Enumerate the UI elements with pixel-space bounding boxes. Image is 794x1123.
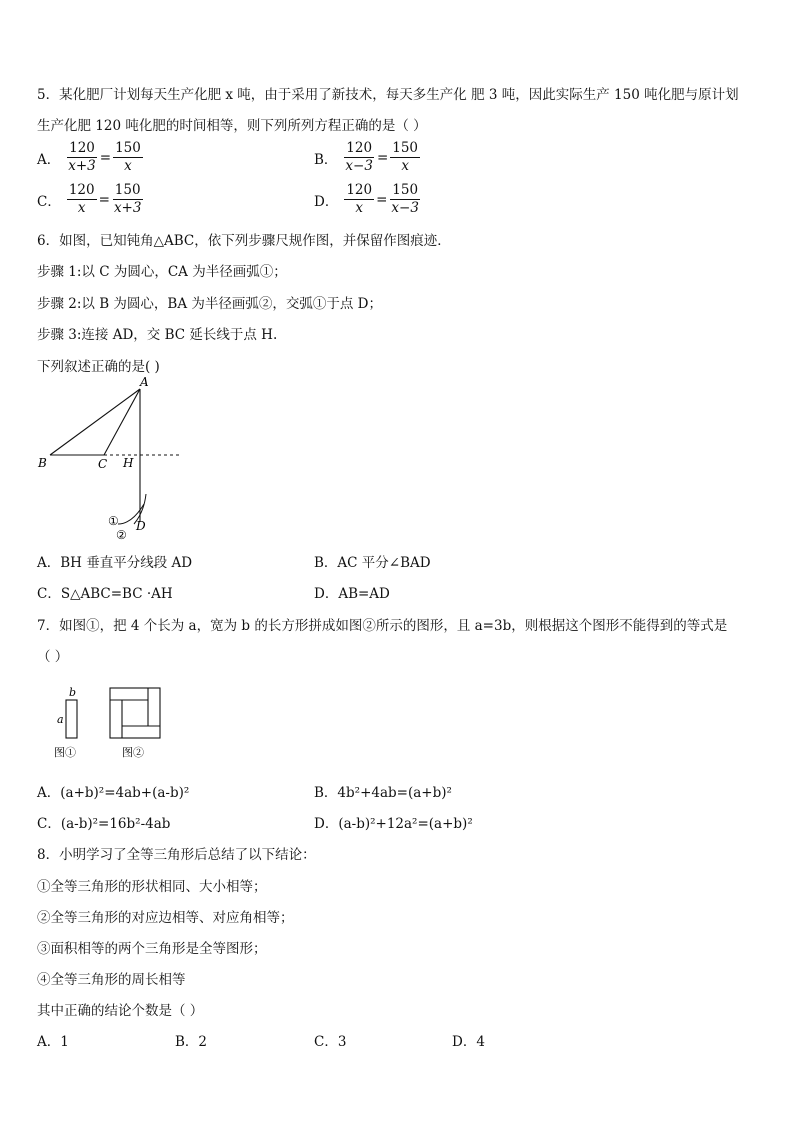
label-arc2: ②: [116, 528, 127, 542]
fraction-left: $\frac{120}{x-3}$: [345, 140, 373, 174]
q6-step1: 步骤 1:以 C 为圆心，CA 为半径画弧①；: [37, 264, 287, 280]
label-a: A: [140, 375, 149, 389]
q7-option-b[interactable]: B．4b²+4ab=(a+b)²: [314, 785, 452, 801]
q5-option-b[interactable]: B． $\frac{120}{x-3}$ = $\frac{150}{x}$: [314, 140, 419, 174]
q7-option-c[interactable]: C．(a-b)²=16b²-4ab: [37, 816, 171, 832]
q7-option-d[interactable]: D．(a-b)²+12a²=(a+b)²: [314, 816, 473, 832]
q8-item-4: ④全等三角形的周长相等: [37, 972, 186, 988]
q6-option-d[interactable]: D．AB=AD: [314, 586, 390, 602]
q6-option-c[interactable]: C．S△ABC=BC ·AH: [37, 586, 173, 602]
option-label: D．: [314, 193, 339, 210]
q6-option-b[interactable]: B．AC 平分∠BAD: [314, 555, 431, 571]
q5-option-a[interactable]: A． $\frac{120}{x+3}$ = $\frac{150}{x}$: [37, 140, 141, 174]
q8-intro: 8．小明学习了全等三角形后总结了以下结论：: [37, 847, 316, 863]
fraction-right: $\frac{150}{x-3}$: [391, 182, 419, 216]
q6-question: 下列叙述正确的是( ): [37, 359, 160, 375]
fraction-right: $\frac{150}{x}$: [115, 140, 141, 174]
label-arc1: ①: [108, 514, 119, 528]
label-b: b: [69, 686, 77, 699]
q8-item-3: ③面积相等的两个三角形是全等图形；: [37, 941, 267, 957]
option-label: C．: [37, 193, 61, 210]
caption-fig1: 图①: [54, 746, 76, 759]
caption-fig2: 图②: [122, 746, 144, 759]
label-h: H: [123, 456, 134, 470]
label-d: D: [136, 519, 146, 533]
q6-figure: [30, 372, 200, 542]
q7-figure: [48, 683, 168, 763]
small-rectangle: [66, 700, 77, 738]
q6-intro: 6．如图，已知钝角△ABC，依下列步骤尺规作图，并保留作图痕迹．: [37, 233, 451, 249]
q8-option-b[interactable]: B．2: [175, 1034, 208, 1050]
segment-ab: [50, 389, 140, 455]
q7-option-a[interactable]: A．(a+b)²=4ab+(a-b)²: [37, 785, 190, 801]
q5-line2: 生产化肥 120 吨化肥的时间相等，则下列所列方程正确的是（ ）: [37, 118, 427, 134]
label-b: B: [38, 456, 47, 470]
fraction-left: $\frac{120}{x}$: [346, 182, 373, 216]
label-c: C: [98, 457, 108, 471]
segment-ca: [104, 389, 140, 455]
q8-item-1: ①全等三角形的形状相同、大小相等；: [37, 879, 267, 895]
fraction-left: $\frac{120}{x}$: [68, 182, 95, 216]
fraction-left: $\frac{120}{x+3}$: [68, 140, 96, 174]
q8-option-d[interactable]: D．4: [452, 1034, 485, 1050]
option-label: B．: [314, 151, 338, 168]
label-a: a: [57, 713, 64, 726]
option-label: A．: [37, 151, 61, 168]
q5-option-c[interactable]: C． $\frac{120}{x}$ = $\frac{150}{x+3}$: [37, 182, 142, 216]
q6-option-a[interactable]: A．BH 垂直平分线段 AD: [37, 555, 193, 571]
q6-step2: 步骤 2:以 B 为圆心，BA 为半径画弧②，交弧①于点 D；: [37, 296, 383, 312]
q7-line1: 7．如图①，把 4 个长为 a，宽为 b 的长方形拼成如图②所示的图形，且 a=3b，则根据这个图形不能得到的等式是: [37, 618, 728, 634]
q8-item-2: ②全等三角形的对应边相等、对应角相等；: [37, 910, 294, 926]
q5-line1: 5．某化肥厂计划每天生产化肥 x 吨，由于采用了新技术，每天多生产化 肥 3 吨，因此实际生产 150 吨化肥与原计划: [37, 87, 739, 103]
fraction-right: $\frac{150}{x}$: [392, 140, 419, 174]
square-figure: [110, 688, 160, 738]
q5-option-d[interactable]: D． $\frac{120}{x}$ = $\frac{150}{x-3}$: [314, 182, 419, 216]
q8-option-c[interactable]: C．3: [314, 1034, 347, 1050]
q6-step3: 步骤 3:连接 AD，交 BC 延长线于点 H.: [37, 327, 278, 343]
q7-line2: （ ）: [37, 649, 69, 665]
q8-option-a[interactable]: A．1: [37, 1034, 69, 1050]
q8-question: 其中正确的结论个数是（ ）: [37, 1003, 204, 1019]
fraction-right: $\frac{150}{x+3}$: [113, 182, 142, 216]
